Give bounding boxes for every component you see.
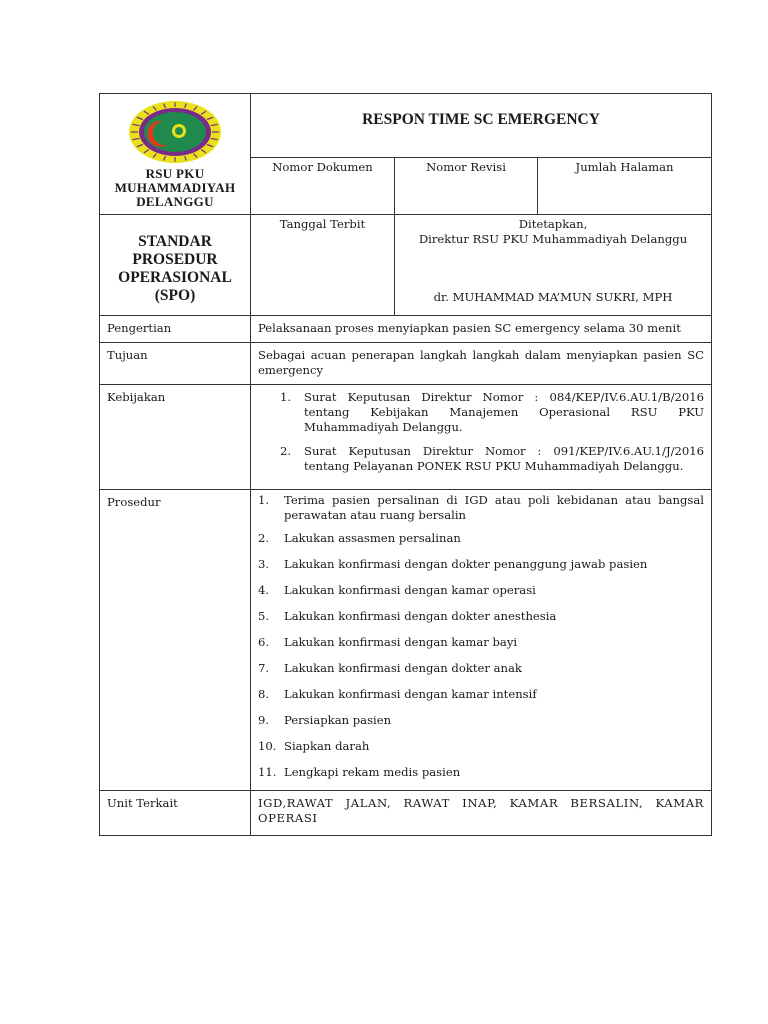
org-name-line3: DELANGGU	[136, 194, 214, 209]
pages-label: Jumlah Halaman	[538, 158, 712, 215]
list-item	[258, 444, 704, 474]
list-item	[258, 713, 704, 728]
list-item	[258, 609, 704, 624]
document-title: RESPON TIME SC EMERGENCY	[362, 111, 600, 129]
prosedur-cell	[251, 490, 712, 791]
item-text: Lakukan konfirmasi dengan dokter anesthesia	[284, 609, 557, 623]
item-text: Lakukan konfirmasi dengan dokter penanggung jawab pasien	[284, 557, 648, 571]
list-item	[258, 531, 704, 546]
item-text: Terima pasien persalinan di IGD atau poli kebidanan atau bangsal perawatan atau ruang bersalin	[284, 493, 705, 522]
doc-number-label: Nomor Dokumen	[251, 158, 395, 215]
spo-line4: (SPO)	[154, 287, 196, 304]
item-number: 1.	[280, 390, 292, 404]
list-item	[258, 390, 704, 435]
list-item	[258, 661, 704, 676]
list-item	[258, 765, 704, 780]
spo-line2: PROSEDUR	[132, 251, 218, 268]
unit-terkait-text: IGD,RAWAT JALAN, RAWAT INAP, KAMAR BERSALIN, KAMAR OPERASI	[251, 791, 712, 836]
prosedur-list	[258, 493, 704, 780]
list-item	[258, 739, 704, 754]
item-number: 9.	[258, 713, 270, 727]
tujuan-label: Tujuan	[100, 343, 251, 385]
revision-label: Nomor Revisi	[395, 158, 538, 215]
list-item	[258, 687, 704, 702]
spo-heading-cell	[100, 215, 251, 316]
list-item	[258, 583, 704, 598]
item-text: Surat Keputusan Direktur Nomor : 091/KEP/IV.6.AU.1/J/2016 tentang Pelayanan PONEK RSU PKU Muhammadiyah Delanggu.	[304, 444, 705, 473]
list-item	[258, 635, 704, 650]
item-number: 10.	[258, 739, 277, 753]
approver-title: Direktur RSU PKU Muhammadiyah Delanggu	[418, 232, 688, 246]
list-item	[258, 557, 704, 572]
pengertian-label: Pengertian	[100, 316, 251, 343]
kebijakan-cell	[251, 385, 712, 490]
spo-line3: OPERASIONAL	[118, 269, 232, 286]
unit-terkait-label: Unit Terkait	[100, 791, 251, 836]
approved-label: Ditetapkan,	[518, 217, 588, 231]
item-text: Siapkan darah	[284, 739, 370, 753]
item-number: 8.	[258, 687, 270, 701]
item-number: 3.	[258, 557, 270, 571]
spo-document-table	[99, 93, 712, 836]
item-number: 7.	[258, 661, 270, 675]
item-text: Lakukan konfirmasi dengan dokter anak	[284, 661, 522, 675]
issue-date-label: Tanggal Terbit	[251, 215, 395, 316]
org-name-line1: RSU PKU	[145, 166, 205, 181]
pengertian-text: Pelaksanaan proses menyiapkan pasien SC emergency selama 30 menit	[251, 316, 712, 343]
item-text: Lakukan assasmen persalinan	[284, 531, 461, 545]
item-number: 1.	[258, 493, 270, 507]
item-text: Persiapkan pasien	[284, 713, 392, 727]
approval-cell	[395, 215, 712, 316]
item-number: 2.	[280, 444, 292, 458]
spo-line1: STANDAR	[138, 233, 212, 250]
kebijakan-list	[258, 390, 704, 474]
prosedur-label: Prosedur	[100, 490, 251, 791]
item-number: 6.	[258, 635, 270, 649]
item-number: 4.	[258, 583, 270, 597]
item-number: 11.	[258, 765, 277, 779]
approver-name: dr. MUHAMMAD MA’MUN SUKRI, MPH	[433, 290, 673, 304]
item-text: Lakukan konfirmasi dengan kamar operasi	[284, 583, 536, 597]
item-text: Surat Keputusan Direktur Nomor : 084/KEP/IV.6.AU.1/B/2016 tentang Kebijakan Manajemen Operasional RSU PKU Muhammadiyah Delanggu.	[304, 390, 705, 434]
document-title-cell	[251, 94, 712, 158]
item-text: Lakukan konfirmasi dengan kamar intensif	[284, 687, 537, 701]
item-number: 2.	[258, 531, 270, 545]
item-text: Lengkapi rekam medis pasien	[284, 765, 461, 779]
kebijakan-label: Kebijakan	[100, 385, 251, 490]
logo-cell	[100, 94, 251, 215]
item-text: Lakukan konfirmasi dengan kamar bayi	[284, 635, 518, 649]
muhammadiyah-sun-logo-icon	[127, 99, 223, 165]
tujuan-text: Sebagai acuan penerapan langkah langkah dalam menyiapkan pasien SC emergency	[251, 343, 712, 385]
org-name-line2: MUHAMMADIYAH	[114, 180, 236, 195]
item-number: 5.	[258, 609, 270, 623]
list-item	[258, 493, 704, 523]
